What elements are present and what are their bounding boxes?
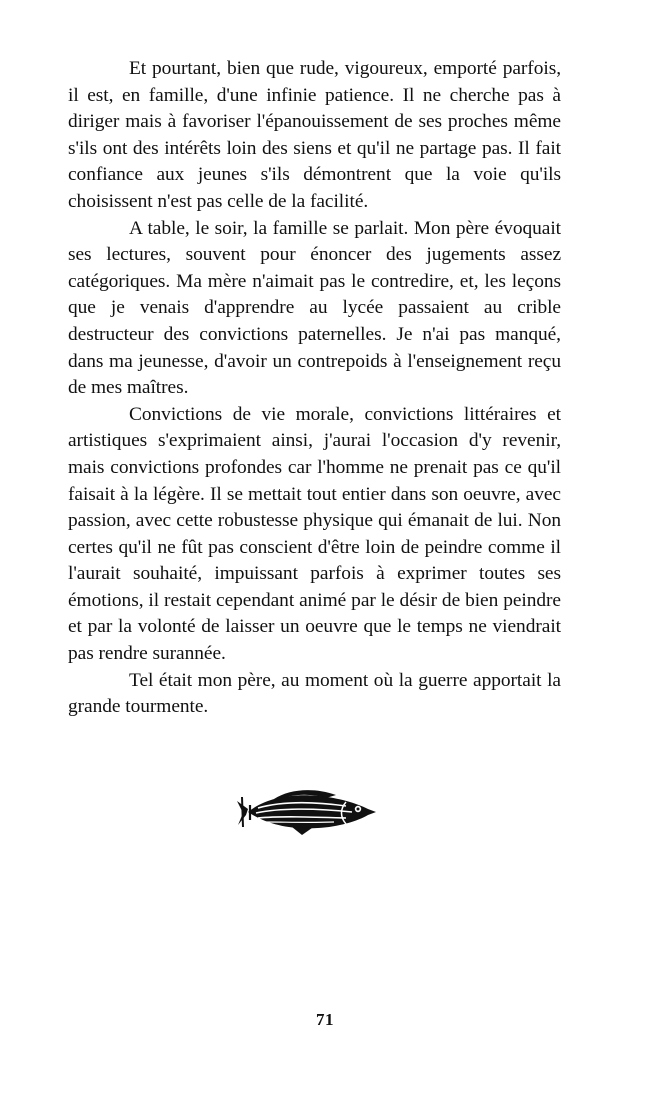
paragraph-2: A table, le soir, la famille se parlait. Mon père évoquait ses lectures, souvent pour énoncer des jugements assez catégoriques. Ma mère n'aimait pas le contredire, et, les leçons que je venais d'apprendre au lycée passaient au crible destructeur des convictions paternelles. Je n'ai pas manqué, dans ma jeunesse, d'avoir un contrepoids à l'enseignement reçu de mes maîtres. (68, 217, 561, 399)
fish-icon (234, 787, 382, 837)
page-body (68, 56, 561, 721)
paragraph-3: Convictions de vie morale, convictions littéraires et artistiques s'exprimaient ainsi, j'aurai l'occasion d'y revenir, mais convictions profondes car l'homme ne prenait pas ce qu'il faisait à la légère. Il se mettait tout entier dans son oeuvre, avec passion, avec cette robustesse physique qui émanait de lui. Non certes qu'il ne fût pas conscient d'être loin de peindre comme il l'aurait souhaité, impuissant parfois à exprimer toutes ses émotions, il restait cependant animé par le désir de bien peindre et par la volonté de laisser un oeuvre que le temps ne viendrait pas rendre surannée. (68, 403, 561, 665)
paragraph-1: Et pourtant, bien que rude, vigoureux, emporté parfois, il est, en famille, d'une infinie patience. Il ne cherche pas à diriger mais à favoriser l'épanouissement de ses proches même s'ils ont des intérêts loin des siens et qu'il ne partage pas. Il fait confiance aux jeunes s'ils démontrent que la voie qu'ils choisissent n'est pas celle de la facilité. (68, 58, 561, 212)
page-number: 71 (316, 1010, 334, 1029)
paragraph-4: Tel était mon père, au moment où la guerre apportait la grande tourmente. (68, 669, 561, 718)
